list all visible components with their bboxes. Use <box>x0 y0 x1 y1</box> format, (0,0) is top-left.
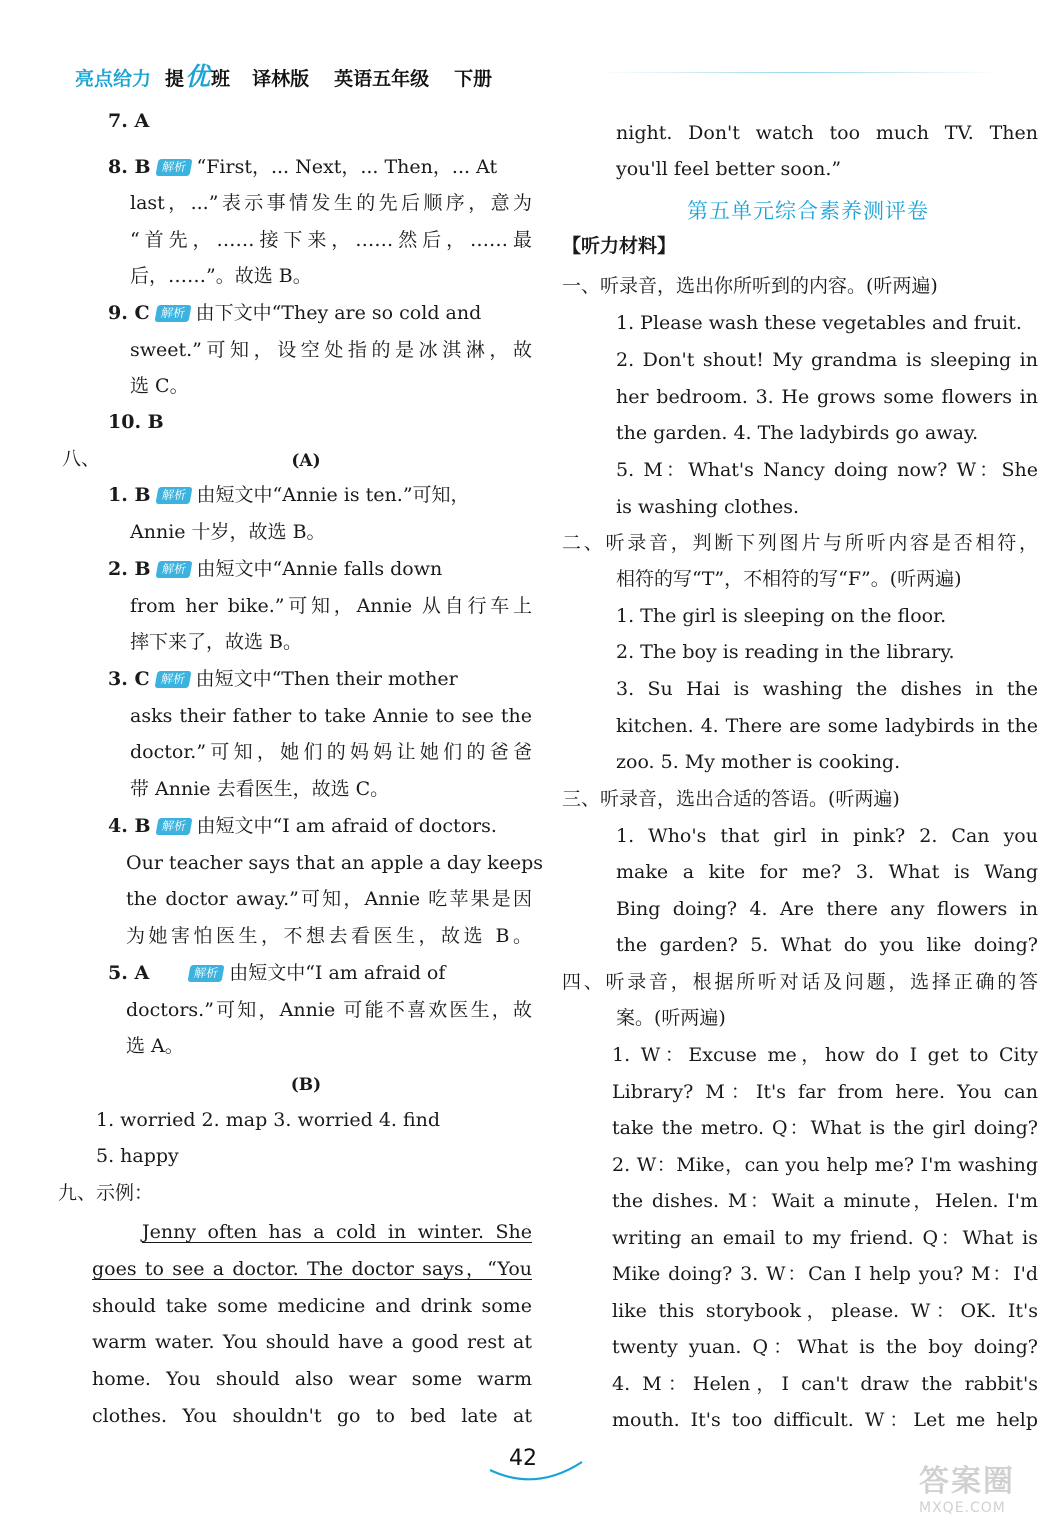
transcript-line: 2. The boy is reading in the library. <box>616 641 955 663</box>
answer-line: 为她害怕医生，不想去看医生，故选 B。 <box>126 925 532 947</box>
volume-label: 下册 <box>454 68 493 90</box>
question-heading: 四、听录音，根据所听对话及问题，选择正确的答 <box>562 971 1038 993</box>
answer-line: doctor.”可知，她们的妈妈让她们的爸爸 <box>130 741 532 763</box>
question-heading: 案。(听两遍) <box>616 1007 726 1029</box>
answer-line: 带 Annie 去看医生，故选 C。 <box>130 778 390 800</box>
answer-line: 5. happy <box>96 1145 179 1167</box>
answer-line: 选 C。 <box>130 375 189 397</box>
answer-line: Our teacher says that an apple a day keeps <box>126 852 544 874</box>
example-line: should take some medicine and drink some <box>92 1295 532 1317</box>
analysis-tag: 解析 <box>155 561 192 578</box>
transcript-line: the dishes. M：Wait a minute，Helen. I'm <box>612 1190 1038 1212</box>
transcript-line: Mike doing? 3. W：Can I help you? M：I'd <box>612 1263 1038 1285</box>
analysis-tag: 解析 <box>188 965 225 982</box>
page-swoosh-icon <box>486 1458 586 1488</box>
transcript-line: her bedroom. 3. He grows some flowers in <box>616 386 1038 408</box>
example-line: night. Don't watch too much TV. Then <box>616 122 1038 144</box>
watermark <box>919 1456 1039 1526</box>
question-heading: 相符的写“T”，不相符的写“F”。(听两遍) <box>616 568 962 590</box>
subject-label: 英语五年级 <box>334 68 430 90</box>
transcript-line: take the metro. Q：What is the girl doing? <box>612 1117 1038 1139</box>
transcript-line: 2. W：Mike，can you help me? I'm washing <box>612 1154 1038 1176</box>
example-line: goes to see a doctor. The doctor says，“You <box>92 1258 532 1280</box>
analysis-tag: 解析 <box>155 159 192 176</box>
answer-line: 9. C 解析 由下文中“They are so cold and <box>108 302 482 324</box>
answer-line: 5. A 解析 由短文中“I am afraid of <box>108 962 446 984</box>
series-ban: 班 <box>211 68 231 90</box>
watermark-top: 答案圈 <box>919 1464 1015 1499</box>
transcript-line: the garden? 5. What do you like doing? <box>616 934 1038 956</box>
transcript-line: 5. M：What's Nancy doing now? W：She <box>616 459 1038 481</box>
section-label: 九、示例： <box>58 1182 154 1204</box>
analysis-tag: 解析 <box>154 305 191 322</box>
transcript-line: is washing clothes. <box>616 496 800 518</box>
section-label: 八、 <box>62 448 101 470</box>
analysis-tag: 解析 <box>154 671 191 688</box>
transcript-line: twenty yuan. Q：What is the boy doing? <box>612 1336 1038 1358</box>
part-b-label: (B) <box>290 1075 322 1095</box>
test-title: 第五单元综合素养测评卷 <box>687 199 929 223</box>
answer-line: 10. B <box>108 411 164 433</box>
transcript-line: the garden. 4. The ladybirds go away. <box>616 422 979 444</box>
transcript-line: mouth. It's too difficult. W：Let me help <box>612 1409 1038 1431</box>
transcript-line: 1. The girl is sleeping on the floor. <box>616 605 947 627</box>
answer-line: asks their father to take Annie to see the <box>130 705 532 727</box>
page-header <box>75 57 517 91</box>
transcript-line: 4. M：Helen，I can't draw the rabbit's <box>612 1373 1038 1395</box>
series-ti: 提 <box>165 68 185 90</box>
material-label: 【听力材料】 <box>562 235 677 257</box>
answer-line: the doctor away.”可知，Annie 吃苹果是因 <box>126 888 532 910</box>
transcript-line: writing an email to my friend. Q：What is <box>612 1227 1038 1249</box>
part-a-label: (A) <box>291 451 321 471</box>
transcript-line: 1. Who's that girl in pink? 2. Can you <box>616 825 1038 847</box>
answer-line: “首先，……接下来，……然后，……最 <box>130 229 532 251</box>
transcript-line: 2. Don't shout! My grandma is sleeping in <box>616 349 1038 371</box>
example-line: Jenny often has a cold in winter. She <box>142 1221 532 1243</box>
answer-line: doctors.”可知，Annie 可能不喜欢医生，故 <box>126 999 532 1021</box>
transcript-line: 1. Please wash these vegetables and fruit. <box>616 312 1022 334</box>
question-heading: 三、听录音，选出合适的答语。(听两遍) <box>562 788 900 810</box>
analysis-tag: 解析 <box>155 818 192 835</box>
answer-line: 后，……”。故选 B。 <box>130 265 312 287</box>
transcript-line: 3. Su Hai is washing the dishes in the <box>616 678 1038 700</box>
example-line: you'll feel better soon.” <box>616 158 842 180</box>
transcript-line: Library? M：It's far from here. You can <box>612 1081 1038 1103</box>
answer-line: 1. B 解析 由短文中“Annie is ten.”可知， <box>108 484 470 506</box>
watermark-bottom: MXQE.COM <box>919 1500 1006 1516</box>
answer-line: 选 A。 <box>126 1035 184 1057</box>
example-line: home. You should also wear some warm <box>92 1368 532 1390</box>
transcript-line: 1. W：Excuse me，how do I get to City <box>612 1044 1038 1066</box>
analysis-tag: 解析 <box>155 487 192 504</box>
answer-line: last，...”表示事情发生的先后顺序，意为 <box>130 192 532 214</box>
transcript-line: like this storybook，please. W：OK. It's <box>612 1300 1038 1322</box>
answer-line: 8. B 解析 “First，... Next，... Then，... At <box>108 156 498 178</box>
answer-line: 1. worried 2. map 3. worried 4. find <box>96 1109 441 1131</box>
transcript-line: make a kite for me? 3. What is Wang <box>616 861 1038 883</box>
brand-label: 亮点给力 <box>75 68 152 90</box>
transcript-line: zoo. 5. My mother is cooking. <box>616 751 901 773</box>
answer-line: 4. B 解析 由短文中“I am afraid of doctors. <box>108 815 497 837</box>
question-heading: 二、听录音，判断下列图片与所听内容是否相符， <box>562 532 1038 554</box>
answer-line: 3. C 解析 由短文中“Then their mother <box>108 668 458 690</box>
answer-line: 7. A <box>108 110 150 132</box>
transcript-line: Bing doing? 4. Are there any flowers in <box>616 898 1038 920</box>
answer-line: Annie 十岁，故选 B。 <box>130 521 326 543</box>
example-line: clothes. You shouldn't go to bed late at <box>92 1405 532 1427</box>
edition-label: 译林版 <box>252 68 310 90</box>
transcript-line: kitchen. 4. There are some ladybirds in the <box>616 715 1038 737</box>
example-line: warm water. You should have a good rest at <box>92 1331 532 1353</box>
answer-line: 2. B 解析 由短文中“Annie falls down <box>108 558 443 580</box>
series-you: 优 <box>185 62 211 91</box>
answer-line: 摔下来了，故选 B。 <box>130 631 303 653</box>
answer-line: sweet.”可知，设空处指的是冰淇淋，故 <box>130 339 532 361</box>
page-number: 42 <box>509 1446 537 1471</box>
answer-line: from her bike.”可知，Annie 从自行车上 <box>130 595 532 617</box>
question-heading: 一、听录音，选出你所听到的内容。(听两遍) <box>562 275 938 297</box>
header-divider <box>600 72 1000 73</box>
